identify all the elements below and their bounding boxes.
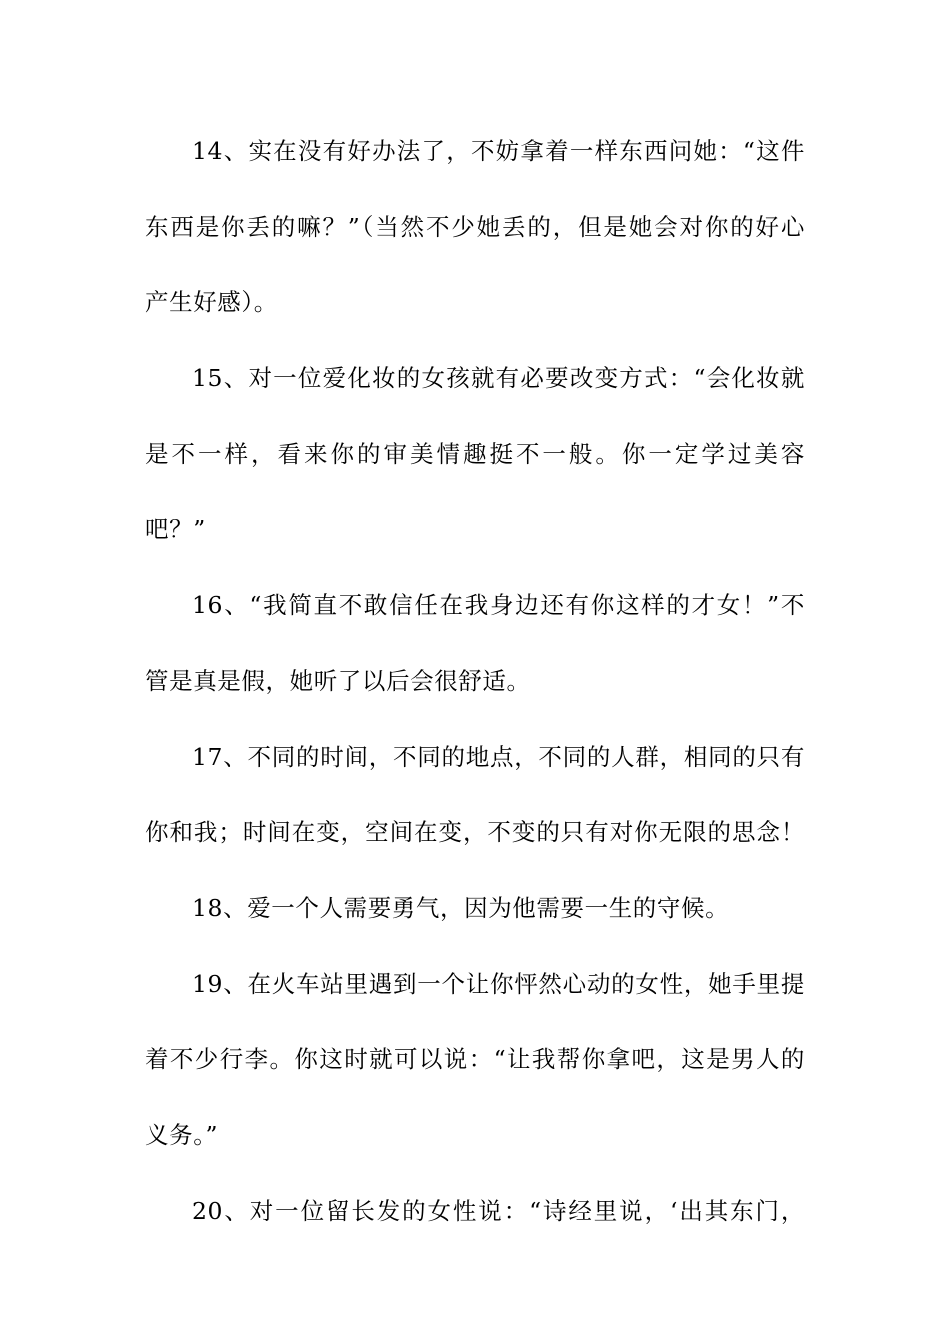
body-text xyxy=(145,128,805,1263)
paragraph-14-line-2: 东西是你丢的嘛？”（当然不少她丢的，但是她会对你的好心 xyxy=(145,212,805,241)
paragraph-15-line-2: 是不一样，看来你的审美情趣挺不一般。你一定学过美容 xyxy=(145,439,805,468)
paragraph-19-line-3: 义务。” xyxy=(145,1120,219,1149)
paragraph-19-line-1: 19、在火车站里遇到一个让你怦然心动的女性，她手里提 xyxy=(192,969,805,998)
paragraph-16-line-1: 16、“我简直不敢信任在我身边还有你这样的才女！”不 xyxy=(192,591,805,620)
paragraph-14-line-1: 14、实在没有好办法了，不妨拿着一样东西问她：“这件 xyxy=(192,137,805,165)
paragraph-16-line-2: 管是真是假，她听了以后会很舒适。 xyxy=(145,666,531,695)
paragraph-18-line-1: 18、爱一个人需要勇气，因为他需要一生的守候。 xyxy=(192,893,730,922)
paragraph-20-line-1: 20、对一位留长发的女性说：“诗经里说，‘出其东门， xyxy=(192,1196,805,1225)
paragraph-17-line-2: 你和我；时间在变，空间在变，不变的只有对你无限的思念！ xyxy=(145,818,805,847)
paragraph-17-line-1: 17、不同的时间，不同的地点，不同的人群，相同的只有 xyxy=(192,742,805,771)
paragraph-15-line-3: 吧？” xyxy=(145,515,206,544)
paragraph-15-line-1: 15、对一位爱化妆的女孩就有必要改变方式：“会化妆就 xyxy=(192,364,805,393)
paragraph-19-line-2: 着不少行李。你这时就可以说：“让我帮你拿吧，这是男人的 xyxy=(145,1045,805,1074)
paragraph-14-line-3: 产生好感）。 xyxy=(145,288,278,317)
